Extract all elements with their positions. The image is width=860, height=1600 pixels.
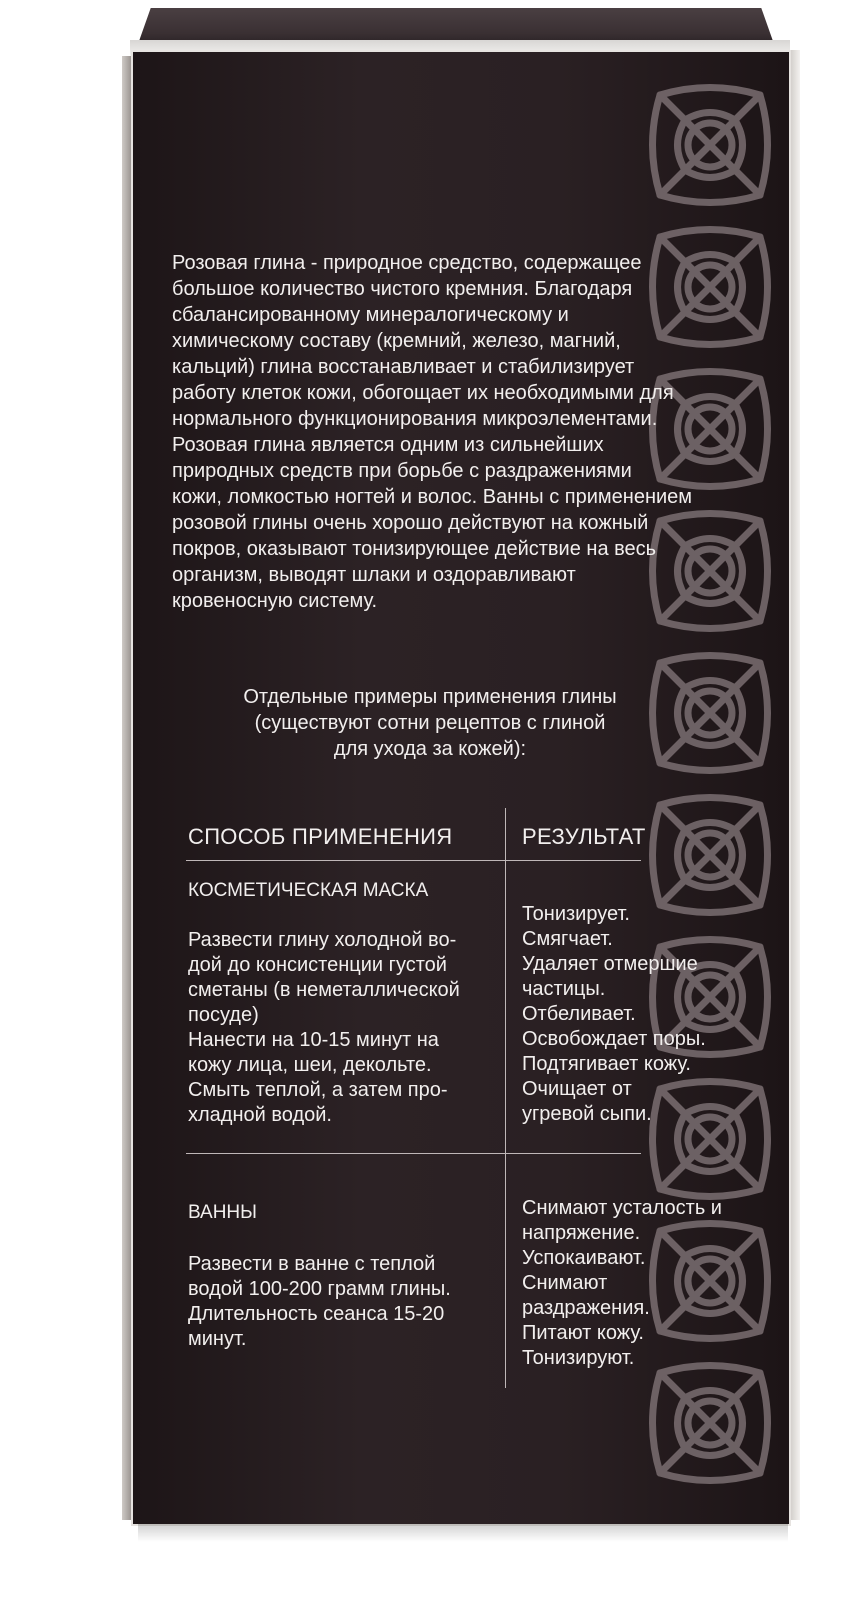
box-top-flap (138, 8, 774, 44)
row-result-baths: Снимают усталость и напряжение. Успокаивают. Снимают раздражения. Питают кожу. Тонизируют. (522, 1197, 722, 1369)
table-header-divider (186, 860, 641, 861)
row-title-baths: ВАННЫ (188, 1202, 257, 1223)
table-header-result: РЕЗУЛЬТАТ (522, 824, 646, 849)
row-title-mask: КОСМЕТИЧЕСКАЯ МАСКА (188, 880, 429, 901)
examples-intro-text: Отдельные примеры применения глины (существуют сотни рецептов с глиной для ухода за кожей): (243, 686, 617, 760)
row-method-baths: Развести в ванне с теплой водой 100-200 грамм глины. Длительность сеанса 15-20 минут. (188, 1253, 451, 1350)
table-header-method: СПОСОБ ПРИМЕНЕНИЯ (188, 824, 453, 849)
row-method-mask: Развести глину холодной во- дой до консистенции густой сметаны (в неметаллической посуде) Нанести на 10-15 минут на кожу лица, шеи, декольте. Смыть теплой, а затем про- хладной водой. (188, 929, 460, 1126)
box-shadow (138, 1524, 788, 1542)
table-column-divider (505, 808, 506, 1388)
box-right-edge (788, 50, 800, 1520)
table-row-divider (186, 1153, 641, 1154)
row-result-mask: Тонизирует. Смягчает. Удаляет отмершие частицы. Отбеливает. Освобождает поры. Подтягивает кожу. Очищает от угревой сыпи. (522, 903, 706, 1125)
clay-description-text: Розовая глина - природное средство, содержащее большое количество чистого кремния. Благодаря сбалансированному минералогическому и химическому составу (кремний, железо, магний, кальций) глина восстанавливает и стабилизирует работу клеток кожи, обогощает их необходимыми для нормального функционирования микроэлементами. Розовая глина является одним из сильнейших природных средств при борьбе с раздражениями кожи, ломкостью ногтей и волос. Ванны с применением розовой глины очень хорошо действуют на кожный покров, оказывают тонизирующее действие на весь организм, выводят шлаки и оздоравливают кровеносную систему. (172, 252, 693, 612)
